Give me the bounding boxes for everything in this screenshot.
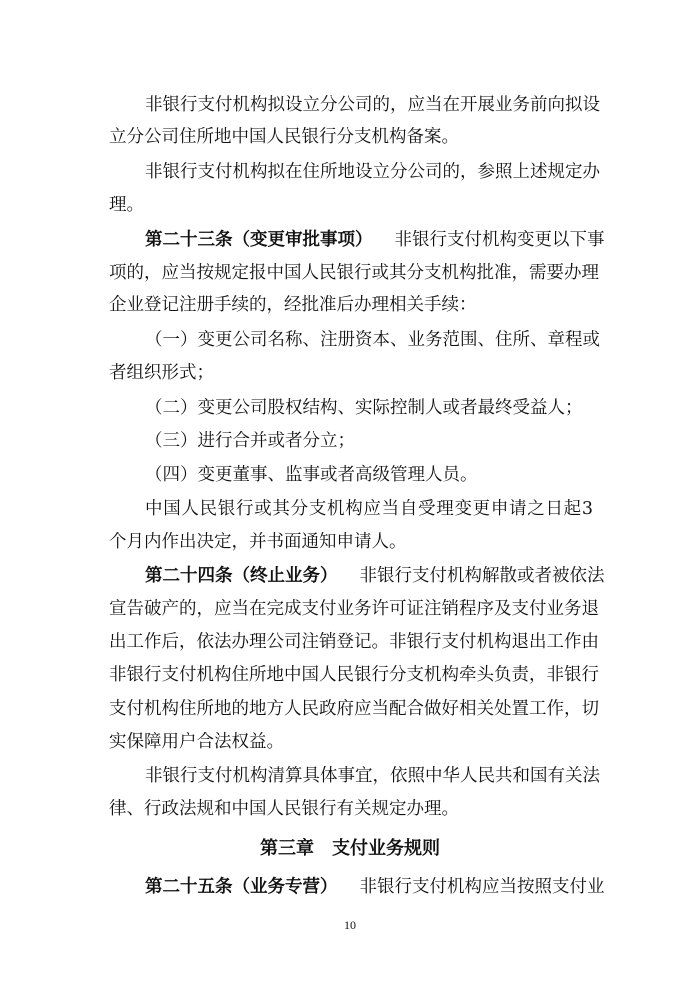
article-24-text: 非银行支付机构解散或者被依法 — [359, 566, 605, 586]
article-23-first-line — [145, 225, 605, 255]
paragraph-line: 实保障用户合法权益。 — [109, 732, 284, 752]
list-item-line: （一）变更公司名称、注册资本、业务范围、住所、章程或 — [145, 330, 600, 350]
article-24-first-line — [145, 561, 605, 591]
list-item-line: （四）变更董事、监事或者高级管理人员。 — [145, 465, 478, 485]
article-24-title: 第二十四条（终止业务） — [145, 566, 338, 586]
paragraph-line: 理。 — [109, 195, 144, 215]
article-25-title: 第二十五条（业务专营） — [145, 877, 338, 897]
paragraph-line: 立分公司住所地中国人民银行分支机构备案。 — [109, 127, 459, 147]
list-item-line: （二）变更公司股权结构、实际控制人或者最终受益人； — [145, 398, 583, 418]
paragraph-line: 企业登记注册手续的，经批准后办理相关手续： — [109, 295, 477, 315]
article-25-text: 非银行支付机构应当按照支付业 — [359, 877, 605, 897]
paragraph-line: 项的，应当按规定报中国人民银行或其分支机构批准，需要办理 — [109, 263, 599, 283]
paragraph-line: 律、行政法规和中国人民银行有关规定办理。 — [109, 799, 459, 819]
paragraph-line: 非银行支付机构住所地中国人民银行分支机构牵头负责，非银行 — [109, 665, 599, 685]
paragraph-line: 宣告破产的，应当在完成支付业务许可证注销程序及支付业务退 — [109, 599, 599, 619]
paragraph-line: 非银行支付机构清算具体事宜，依照中华人民共和国有关法 — [145, 766, 600, 786]
list-item-line: （三）进行合并或者分立； — [145, 431, 355, 451]
paragraph-line: 个月内作出决定，并书面通知申请人。 — [109, 532, 407, 552]
paragraph-line: 出工作后，依法办理公司注销登记。非银行支付机构退出工作由 — [109, 632, 599, 652]
article-23-text: 非银行支付机构变更以下事 — [394, 230, 605, 250]
paragraph-line: 非银行支付机构拟设立分公司的，应当在开展业务前向拟设 — [145, 95, 600, 115]
list-item-line: 者组织形式； — [109, 363, 214, 383]
page-number: 10 — [344, 918, 356, 932]
paragraph-line: 非银行支付机构拟在住所地设立分公司的，参照上述规定办 — [145, 162, 600, 182]
article-23-title: 第二十三条（变更审批事项） — [145, 230, 373, 250]
paragraph-line: 中国人民银行或其分支机构应当自受理变更申请之日起3 — [145, 499, 593, 519]
chapter-heading: 第三章 支付业务规则 — [260, 838, 440, 859]
article-25-first-line — [145, 872, 605, 902]
paragraph-line: 支付机构住所地的地方人民政府应当配合做好相关处置工作，切 — [109, 699, 599, 719]
